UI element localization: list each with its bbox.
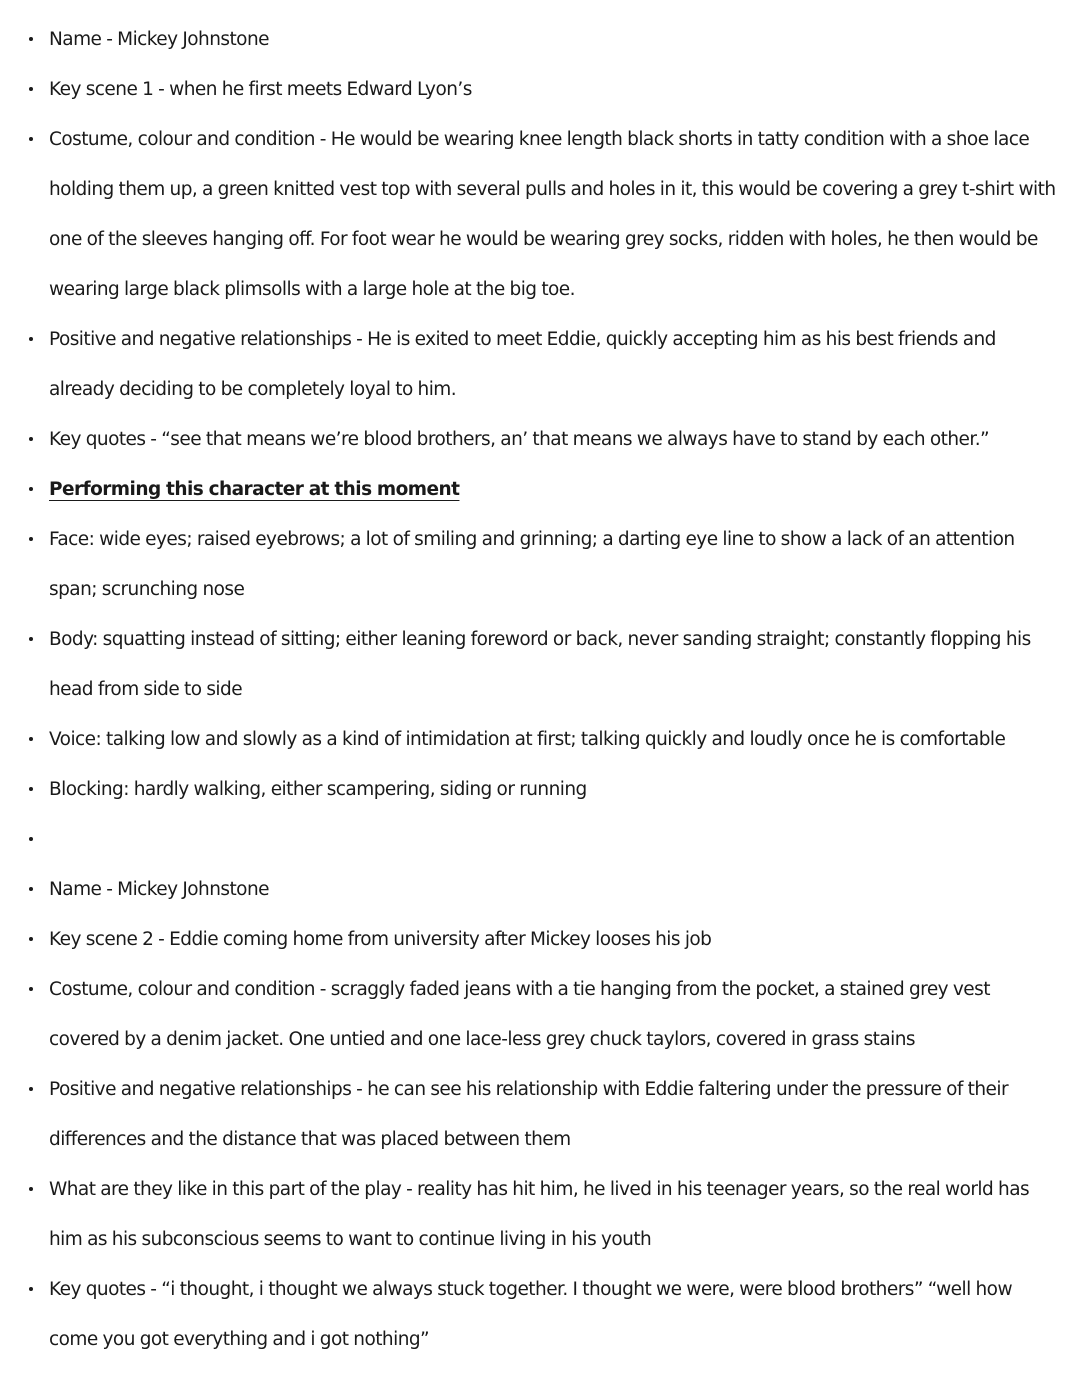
bullet-icon	[29, 887, 33, 891]
list-item	[0, 715, 1080, 765]
list-item-text: Voice: talking low and slowly as a kind of intimidation at first; talking quickly and loudly once he is comfortable	[49, 729, 1006, 750]
empty-list-item	[0, 815, 1080, 865]
list-item	[0, 415, 1080, 465]
list-item-text: Positive and negative relationships - He is exited to meet Eddie, quickly accepting him as his best friends and already deciding to be completely loyal to him.	[49, 329, 996, 400]
list-item	[0, 15, 1080, 65]
bullet-icon	[29, 337, 33, 341]
list-item-text: Body: squatting instead of sitting; either leaning foreword or back, never sanding straight; constantly flopping his head from side to side	[49, 629, 1031, 700]
list-item	[0, 315, 1080, 415]
list-item	[0, 765, 1080, 815]
list-item	[0, 865, 1080, 915]
list-item-text: What are they like in this part of the play - reality has hit him, he lived in his teenager years, so the real world has him as his subconscious seems to want to continue living in his youth	[49, 1179, 1030, 1250]
bullet-icon	[29, 1287, 33, 1291]
list-item-text: Blocking: hardly walking, either scampering, siding or running	[49, 779, 587, 800]
list-item-text: Costume, colour and condition - He would be wearing knee length black shorts in tatty condition with a shoe lace holding them up, a green knitted vest top with several pulls and holes in it, this would be covering a grey t-shirt with one of the sleeves hanging off. For foot wear he would be wearing grey socks, ridden with holes, he then would be wearing large black plimsolls with a large hole at the big toe.	[49, 129, 1056, 300]
list-item-text: Key scene 2 - Eddie coming home from university after Mickey looses his job	[49, 929, 712, 950]
section-heading	[0, 465, 1080, 515]
bullet-icon	[29, 937, 33, 941]
bullet-icon	[29, 87, 33, 91]
list-item-text: Face: wide eyes; raised eyebrows; a lot of smiling and grinning; a darting eye line to show a lack of an attention span; scrunching nose	[49, 529, 1015, 600]
bullet-icon	[29, 137, 33, 141]
bullet-icon	[29, 1187, 33, 1191]
list-item-text: Costume, colour and condition - scraggly faded jeans with a tie hanging from the pocket, a stained grey vest covered by a denim jacket. One untied and one lace-less grey chuck taylors, covered in grass stains	[49, 979, 990, 1050]
bullet-icon	[29, 787, 33, 791]
notes-document	[0, 15, 1080, 1365]
bullet-icon	[29, 487, 33, 491]
list-item	[0, 115, 1080, 315]
bullet-icon	[29, 837, 33, 841]
list-item-text	[49, 815, 1060, 865]
bullet-icon	[29, 537, 33, 541]
list-item	[0, 915, 1080, 965]
list-item	[0, 1265, 1080, 1365]
list-item-text: Key scene 1 - when he first meets Edward Lyon’s	[49, 79, 472, 100]
bullet-icon	[29, 437, 33, 441]
list-item-text: Key quotes - “i thought, i thought we always stuck together. I thought we were, were blood brothers” “well how come you got everything and i got nothing”	[49, 1279, 1013, 1350]
list-item-text: Key quotes - “see that means we’re blood brothers, an’ that means we always have to stand by each other.”	[49, 429, 990, 450]
bullet-icon	[29, 1087, 33, 1091]
list-item-text: Positive and negative relationships - he can see his relationship with Eddie faltering under the pressure of their differences and the distance that was placed between them	[49, 1079, 1009, 1150]
bullet-icon	[29, 987, 33, 991]
section-heading-text: Performing this character at this moment	[49, 479, 460, 500]
bullet-icon	[29, 37, 33, 41]
bullet-icon	[29, 737, 33, 741]
list-item	[0, 65, 1080, 115]
list-item	[0, 1165, 1080, 1265]
list-item	[0, 515, 1080, 615]
list-item	[0, 1065, 1080, 1165]
list-item	[0, 965, 1080, 1065]
list-item-text: Name - Mickey Johnstone	[49, 29, 269, 50]
bullet-icon	[29, 637, 33, 641]
list-item-text: Name - Mickey Johnstone	[49, 879, 269, 900]
list-item	[0, 615, 1080, 715]
